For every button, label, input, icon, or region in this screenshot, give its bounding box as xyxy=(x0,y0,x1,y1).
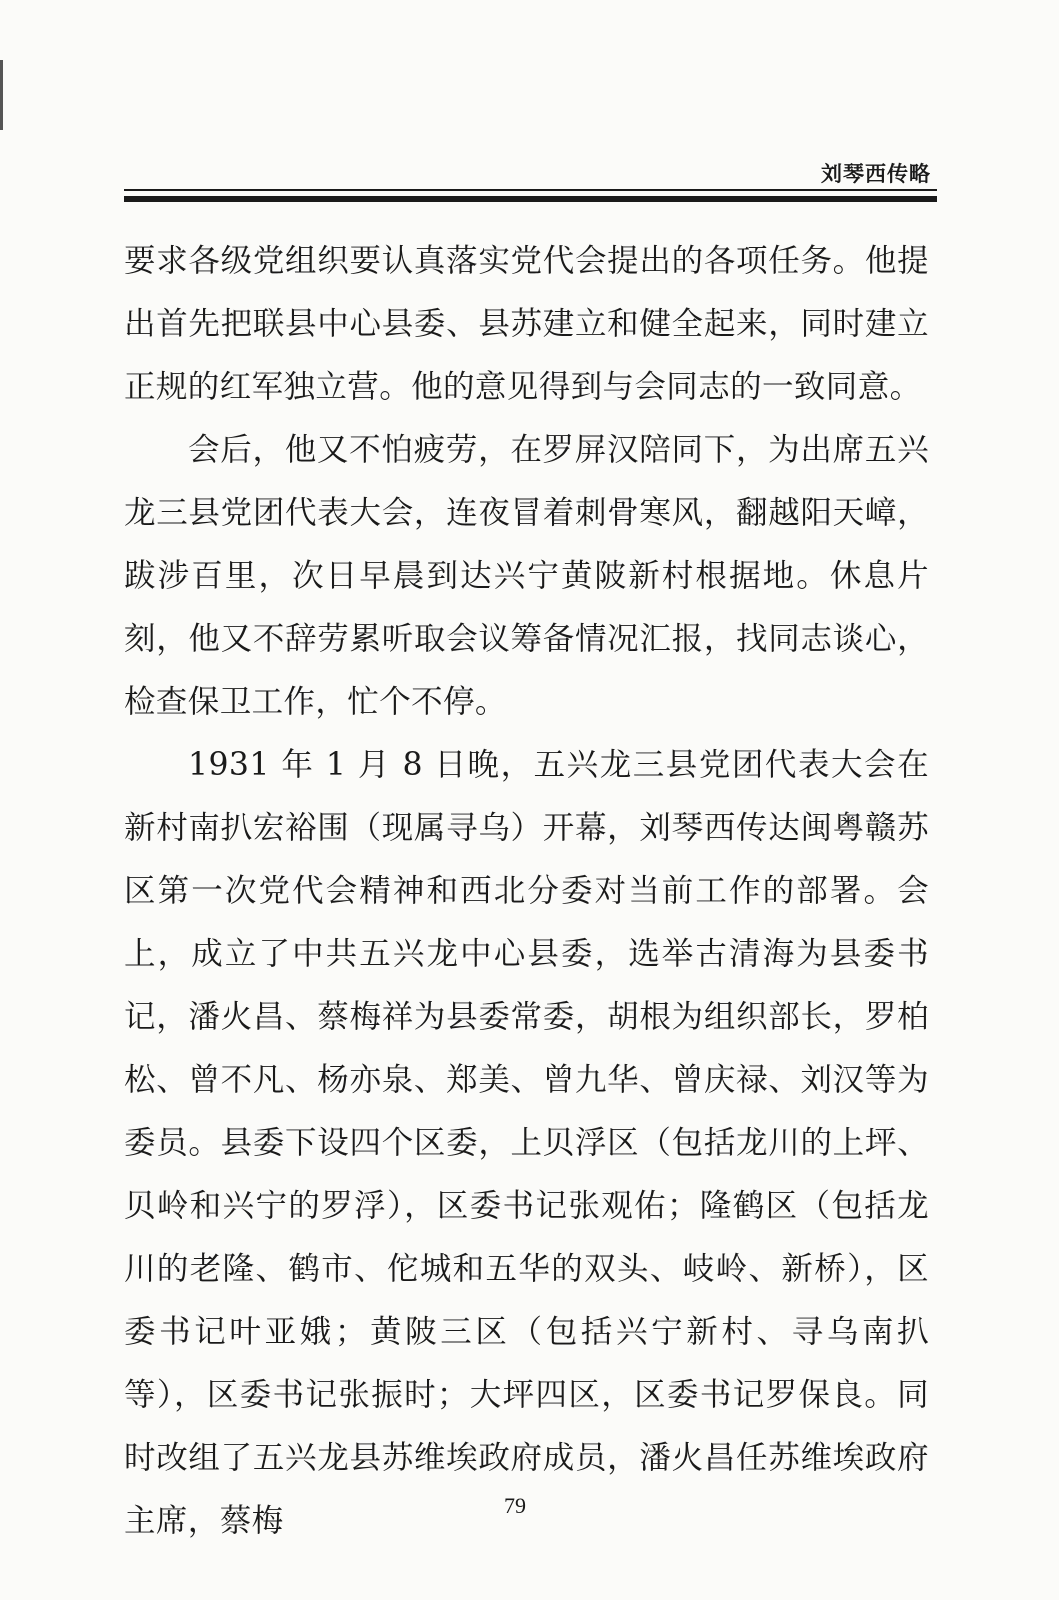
page-edge-mark xyxy=(0,60,3,130)
paragraph-1: 要求各级党组织要认真落实党代会提出的各项任务。他提出首先把联县中心县委、县苏建立和健全起来，同时建立正规的红军独立营。他的意见得到与会同志的一致同意。 xyxy=(124,243,929,405)
paragraph-2: 会后，他又不怕疲劳，在罗屏汉陪同下，为出席五兴龙三县党团代表大会，连夜冒着刺骨寒风，翻越阳天嶂，跋涉百里，次日早晨到达兴宁黄陂新村根据地。休息片刻，他又不辞劳累听取会议筹备情况汇报，找同志谈心，检查保卫工作，忙个不停。 xyxy=(124,432,929,720)
paragraph-3: 1931 年 1 月 8 日晚，五兴龙三县党团代表大会在新村南扒宏裕围（现属寻乌）开幕，刘琴西传达闽粤赣苏区第一次党代会精神和西北分委对当前工作的部署。会上，成立了中共五兴龙中心县委，选举古清海为县委书记，潘火昌、蔡梅祥为县委常委，胡根为组织部长，罗柏松、曾不凡、杨亦泉、郑美、曾九华、曾庆禄、刘汉等为委员。县委下设四个区委，上贝浮区（包括龙川的上坪、贝岭和兴宁的罗浮），区委书记张观佑；隆鹤区（包括龙川的老隆、鹤市、佗城和五华的双头、岐岭、新桥），区委书记叶亚娥；黄陂三区（包括兴宁新村、寻乌南扒等），区委书记张振时；大坪四区，区委书记罗保良。同时改组了五兴龙县苏维埃政府成员，潘火昌任苏维埃政府主席，蔡梅 xyxy=(124,747,929,1539)
header-rule-thick xyxy=(124,196,937,202)
header-rule-thin xyxy=(124,189,937,191)
running-header-title: 刘琴西传略 xyxy=(821,162,931,186)
page-number: 79 xyxy=(504,1493,526,1518)
body-text xyxy=(124,230,929,1553)
